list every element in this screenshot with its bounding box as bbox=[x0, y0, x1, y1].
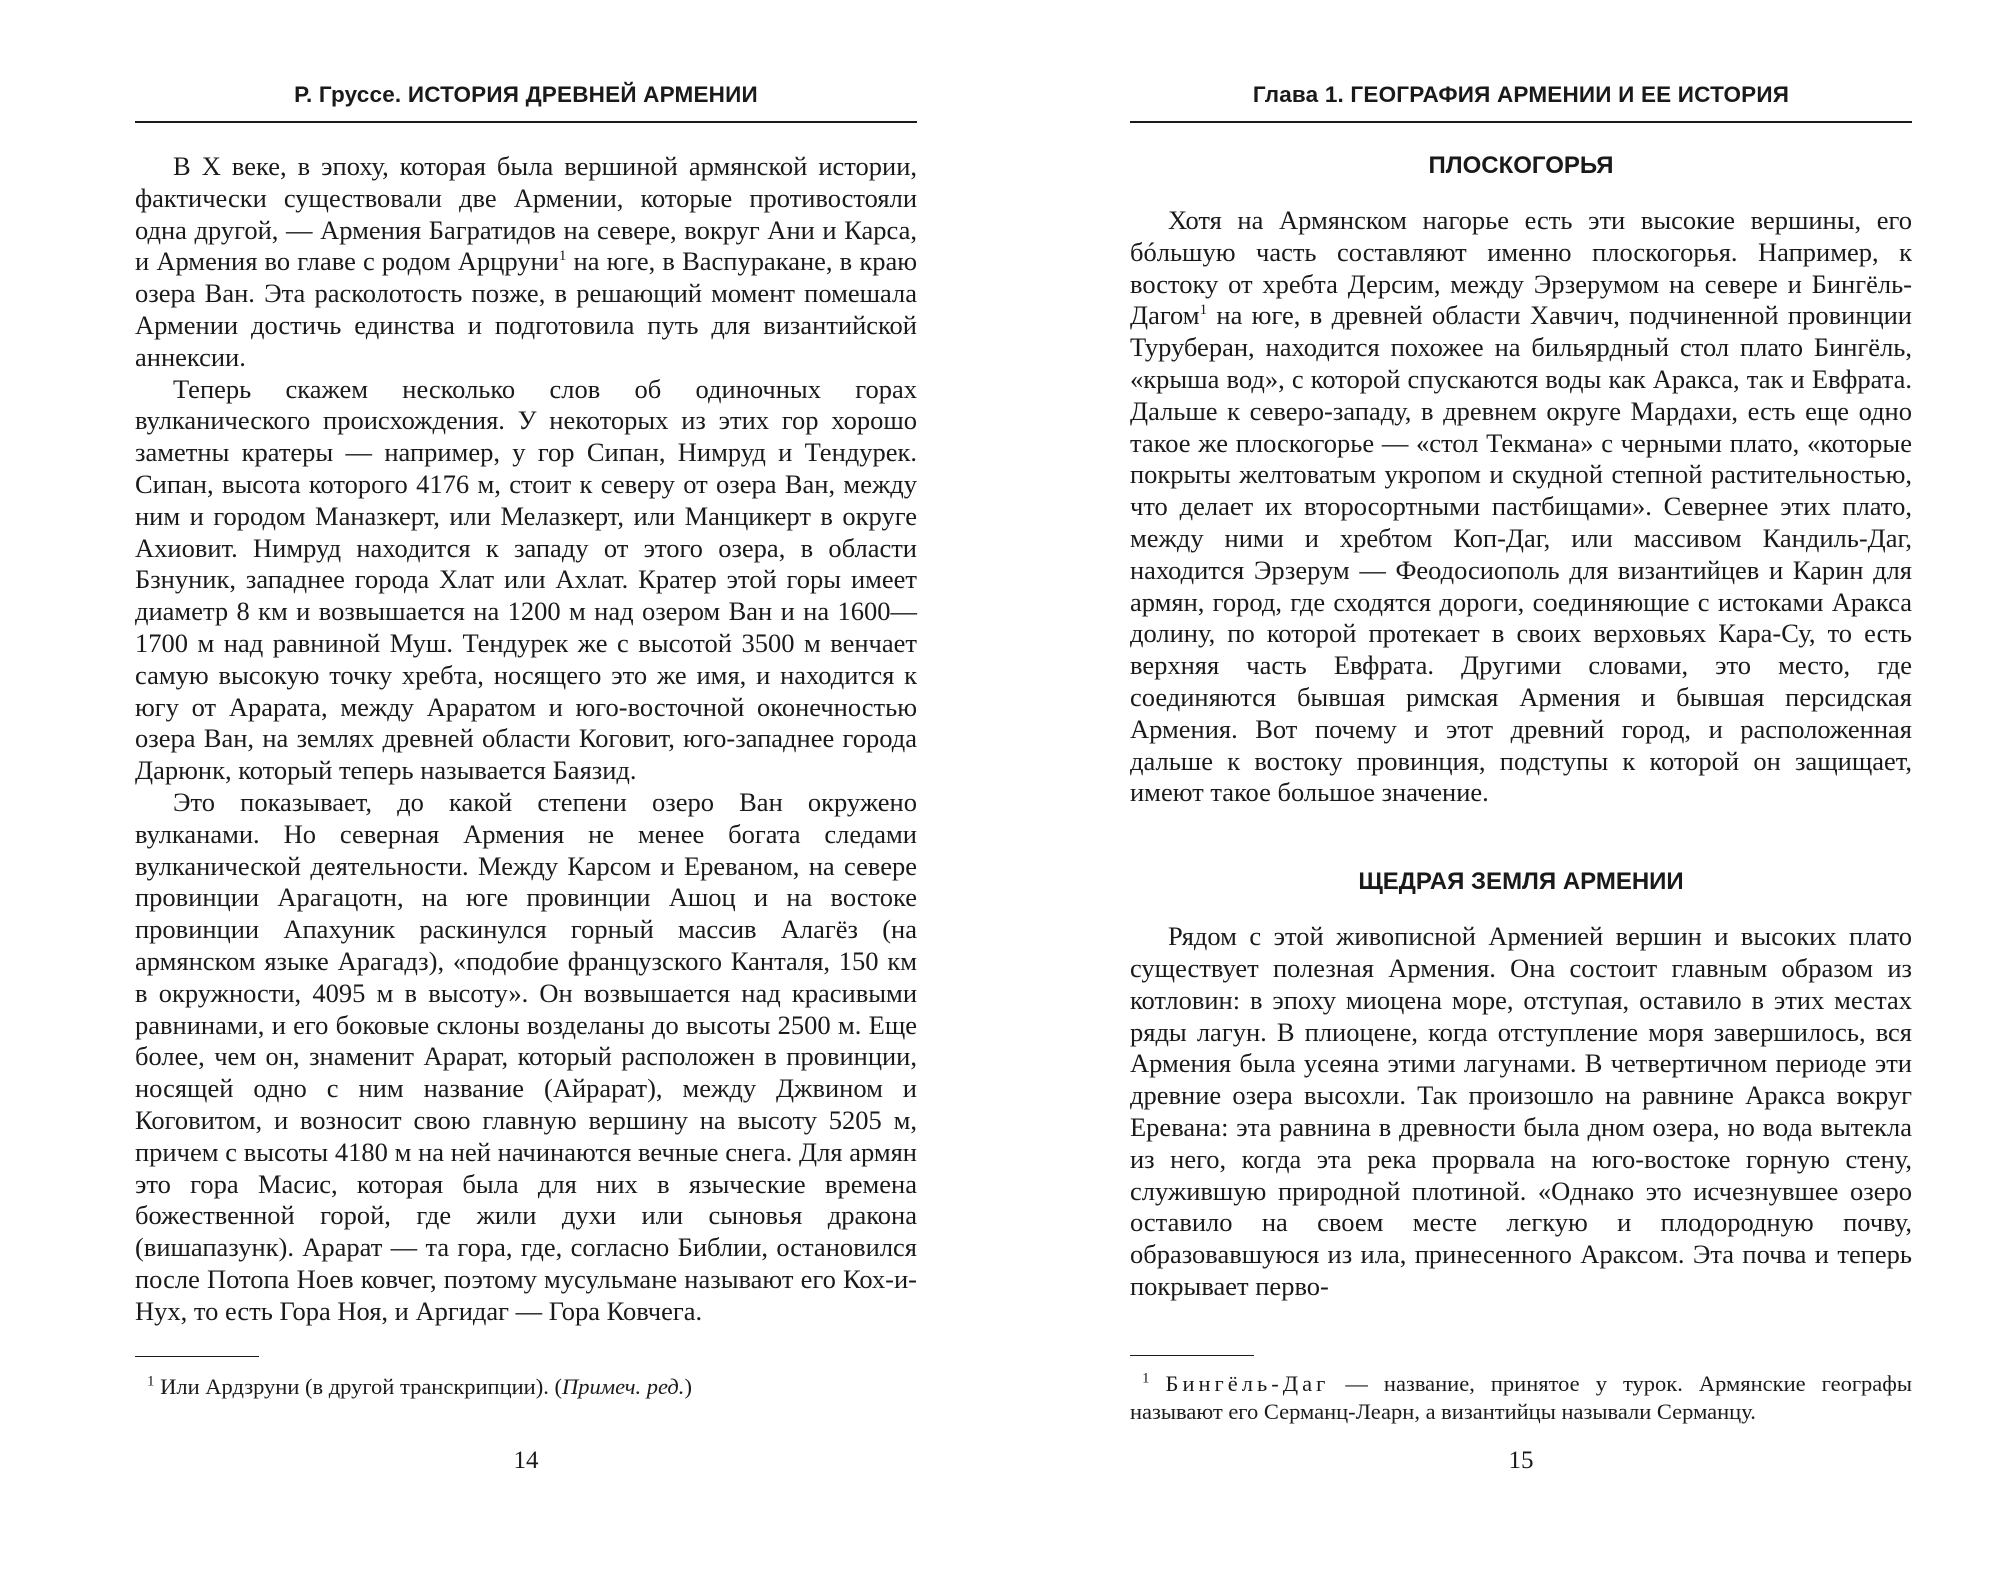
paragraph: Хотя на Армянском нагорье есть эти высокие вершины, его бóльшую часть составляют именно плоскогорья. Например, к востоку от хребта Дерсим, между Эрзерумом на севере и Бингёль-Дагом$^1$ на юге, в древней области Хавчич, подчиненной провинции Туруберан, находится похожее на бильярдный стол плато Бингёль, «крыша вод», с которой спускаются воды как Аракса, так и Евфрата. Дальше к северо-западу, в древнем округе Мардахи, есть еще одно такое же плоскогорье — «стол Текмана» с черными плато, «которые покрыты желтоватым укропом и скудной степной растительностью, что делает их второсортными пастбищами». Севернее этих плато, между ними и хребтом Коп-Даг, или массивом Кандиль-Даг, находится Эрзерум — Феодосиополь для византийцев и Карин для армян, город, где сходятся дороги, соединяющие с истоками Аракса долину, по которой протекает в своих верховьях Кара-Су, то есть верхняя часть Евфрата. Другими словами, это место, где соединяются бывшая римская Армения и бывшая персидская Армения. Вот почему и этот древний город, и расположенная дальше к востоку провинция, подступы к которой он защищает, имеют такое большое значение. bbox=[1130, 205, 1912, 808]
paragraph: Рядом с этой живописной Арменией вершин и высоких плато существует полезная Армения. Она состоит главным образом из котловин: в эпоху миоцена море, отступая, оставило в этих местах ряды лагун. В плиоцене, когда отступление моря завершилось, вся Армения была усеяна этими лагунами. В четвертичном периоде эти древние озера высохли. Так произошло на равнине Аракса вокруг Еревана: эта равнина в древности была дном озера, но вода вытекла из него, когда эта река прорвала на юго-востоке горную стену, служившую природной плотиной. «Однако это исчезнувшее озеро оставило на своем месте легкую и плодородную почву, образовавшуюся из ила, принесенного Араксом. Эта почва и теперь покрывает перво- bbox=[1130, 921, 1912, 1301]
left-text-block bbox=[135, 151, 917, 1327]
right-page bbox=[1130, 0, 1912, 1587]
left-page bbox=[135, 0, 917, 1587]
footnote-rule-left bbox=[135, 1356, 259, 1357]
paragraph: Это показывает, до какой степени озеро Ван окружено вулканами. Но северная Армения не менее богата следами вулканической деятельности. Между Карсом и Ереваном, на севере провинции Арагацотн, на юге провинции Ашоц и на востоке провинции Апахуник раскинулся горный массив Алагёз (на армянском языке Арагадз), «подобие французского Канталя, 150 км в окружности, 4095 м в высоту». Он возвышается над красивыми равнинами, и его боковые склоны возделаны до высоты 2500 м. Еще более, чем он, знаменит Арарат, который расположен в провинции, носящей одно с ним название (Айрарат), между Джвином и Коговитом, и возносит свою главную вершину на высоту 5205 м, причем с высоты 4180 м на ней начинаются вечные снега. Для армян это гора Масис, которая была для них в языческие времена божественной горой, где жили духи или сыновья дракона (вишапазунк). Арарат — та гора, где, согласно Библии, остановился после Потопа Ноев ковчег, поэтому мусульмане называют его Кох-и-Нух, то есть Гора Ноя, и Аргидаг — Гора Ковчега. bbox=[135, 786, 917, 1326]
footnote-right: $^1$ Бингёль-Даг — название, принятое у турок. Армянские географы называют его Серманц-Леарн, а византийцы называли Серманцу. bbox=[1130, 1370, 1912, 1424]
footnote-marker: 1 bbox=[1199, 302, 1208, 319]
section-heading-plateaus: ПЛОСКОГОРЬЯ bbox=[1428, 152, 1614, 179]
footnote-rule-right bbox=[1130, 1355, 1254, 1356]
running-head-right: Глава 1. ГЕОГРАФИЯ АРМЕНИИ И ЕЕ ИСТОРИЯ bbox=[1252, 82, 1790, 107]
running-head-left: Р. Груссе. ИСТОРИЯ ДРЕВНЕЙ АРМЕНИИ bbox=[294, 82, 758, 107]
footnote-left: $^1$ Или Ардзруни (в другой транскрипции). (Примеч. ред.) bbox=[147, 1373, 692, 1399]
footnote-marker: 1 bbox=[558, 248, 567, 265]
header-rule-left bbox=[135, 121, 917, 123]
page-number-left: 14 bbox=[513, 1447, 539, 1474]
right-text-block bbox=[1130, 151, 1912, 1303]
header-rule-right bbox=[1130, 121, 1912, 123]
section-heading-generous-land: ЩЕДРАЯ ЗЕМЛЯ АРМЕНИИ bbox=[1358, 868, 1684, 896]
paragraph: В X веке, в эпоху, которая была вершиной армянской истории, фактически существовали две Армении, которые противостояли одна другой, — Армения Багратидов на севере, вокруг Ани и Карса, и Армения во главе с родом Арцруни$^1$ на юге, в Васпуракане, в краю озера Ван. Эта расколотость позже, в решающий момент помешала Армении достичь единства и подготовила путь для византийской аннексии. bbox=[135, 151, 917, 372]
page-number-right: 15 bbox=[1508, 1447, 1534, 1474]
paragraph: Теперь скажем несколько слов об одиночных горах вулканического происхождения. У некоторых из этих гор хорошо заметны кратеры — например, у гор Сипан, Нимруд и Тендурек. Сипан, высота которого 4176 м, стоит к северу от озера Ван, между ним и городом Маназкерт, или Мелазкерт, или Манцикерт в округе Ахиовит. Нимруд находится к западу от этого озера, в области Бзнуник, западнее города Хлат или Ахлат. Кратер этой горы имеет диаметр 8 км и возвышается на 1200 м над озером Ван и на 1600—1700 м над равниной Муш. Тендурек же с высотой 3500 м венчает самую высокую точку хребта, носящего это же имя, и находится к югу от Арарата, между Араратом и юго-восточной оконечностью озера Ван, на землях древней области Коговит, юго-западнее города Дарюнк, который теперь называется Баязид. bbox=[135, 373, 917, 786]
